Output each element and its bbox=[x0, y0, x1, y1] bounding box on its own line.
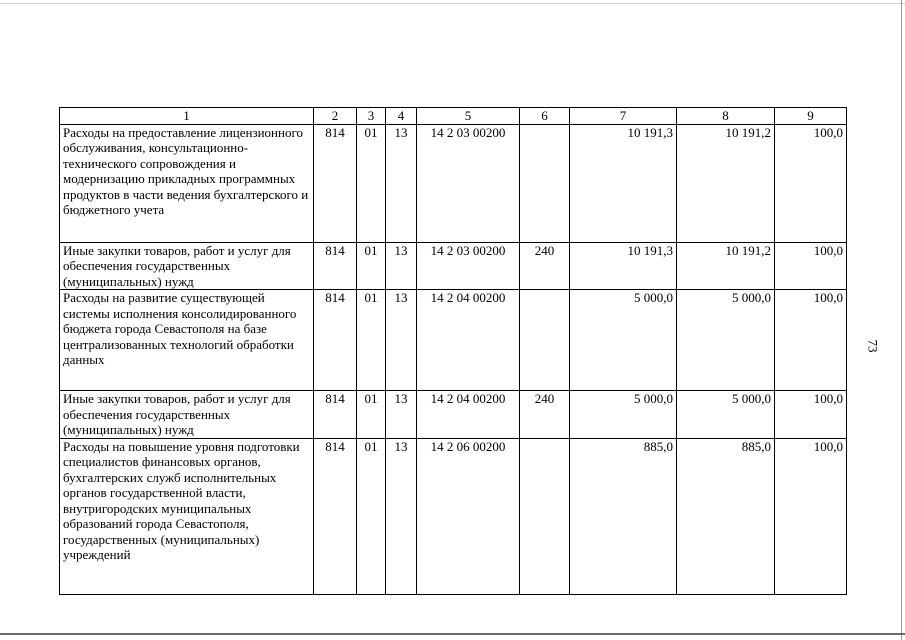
percent-cell: 100,0 bbox=[775, 290, 847, 391]
table-row bbox=[60, 290, 847, 391]
subsection-cell: 13 bbox=[386, 124, 417, 242]
percent-cell: 100,0 bbox=[775, 391, 847, 439]
scan-edge-top bbox=[0, 3, 905, 4]
table-row bbox=[60, 391, 847, 439]
budget-table bbox=[59, 107, 847, 595]
actual-amount-cell: 10 191,2 bbox=[677, 124, 775, 242]
header-cell: 5 bbox=[417, 108, 520, 125]
ministry-code-cell: 814 bbox=[314, 290, 357, 391]
percent-cell: 100,0 bbox=[775, 124, 847, 242]
ministry-code-cell: 814 bbox=[314, 242, 357, 290]
target-article-cell: 14 2 03 00200 bbox=[417, 124, 520, 242]
header-cell: 3 bbox=[357, 108, 386, 125]
header-cell: 1 bbox=[60, 108, 314, 125]
section-cell: 01 bbox=[357, 290, 386, 391]
ministry-code-cell: 814 bbox=[314, 124, 357, 242]
planned-amount-cell: 10 191,3 bbox=[570, 242, 677, 290]
planned-amount-cell: 885,0 bbox=[570, 438, 677, 594]
header-cell: 2 bbox=[314, 108, 357, 125]
expense-type-cell bbox=[520, 438, 570, 594]
expense-name-cell: Расходы на предоставление лицензионного обслуживания, консультационно-технического сопровождения и модернизацию прикладных программных продуктов в части ведения бухгалтерского и бюджетного учета bbox=[60, 124, 314, 242]
table-row bbox=[60, 124, 847, 242]
ministry-code-cell: 814 bbox=[314, 391, 357, 439]
planned-amount-cell: 10 191,3 bbox=[570, 124, 677, 242]
expense-type-cell bbox=[520, 290, 570, 391]
section-cell: 01 bbox=[357, 242, 386, 290]
expense-name-cell: Расходы на развитие существующей системы исполнения консолидированного бюджета города Севастополя на базе централизованных технологий обработки данных bbox=[60, 290, 314, 391]
expense-name-cell: Иные закупки товаров, работ и услуг для обеспечения государственных (муниципальных) нужд bbox=[60, 242, 314, 290]
planned-amount-cell: 5 000,0 bbox=[570, 290, 677, 391]
percent-cell: 100,0 bbox=[775, 438, 847, 594]
header-cell: 4 bbox=[386, 108, 417, 125]
section-cell: 01 bbox=[357, 438, 386, 594]
subsection-cell: 13 bbox=[386, 242, 417, 290]
actual-amount-cell: 5 000,0 bbox=[677, 391, 775, 439]
table-header-row bbox=[60, 108, 847, 125]
subsection-cell: 13 bbox=[386, 391, 417, 439]
scan-edge-right bbox=[901, 0, 902, 640]
target-article-cell: 14 2 06 00200 bbox=[417, 438, 520, 594]
subsection-cell: 13 bbox=[386, 290, 417, 391]
subsection-cell: 13 bbox=[386, 438, 417, 594]
expense-type-cell bbox=[520, 124, 570, 242]
percent-cell: 100,0 bbox=[775, 242, 847, 290]
header-cell: 7 bbox=[570, 108, 677, 125]
actual-amount-cell: 10 191,2 bbox=[677, 242, 775, 290]
section-cell: 01 bbox=[357, 124, 386, 242]
table-row bbox=[60, 242, 847, 290]
header-cell: 6 bbox=[520, 108, 570, 125]
page-number: 73 bbox=[865, 339, 881, 353]
header-cell: 9 bbox=[775, 108, 847, 125]
expense-name-cell: Иные закупки товаров, работ и услуг для обеспечения государственных (муниципальных) нужд bbox=[60, 391, 314, 439]
actual-amount-cell: 5 000,0 bbox=[677, 290, 775, 391]
table-row bbox=[60, 438, 847, 594]
expense-name-cell: Расходы на повышение уровня подготовки специалистов финансовых органов, бухгалтерских служб исполнительных органов государственной власти, внутригородских муниципальных образований города Севастополя, государственных (муниципальных) учреждений bbox=[60, 438, 314, 594]
header-cell: 8 bbox=[677, 108, 775, 125]
section-cell: 01 bbox=[357, 391, 386, 439]
actual-amount-cell: 885,0 bbox=[677, 438, 775, 594]
scan-edge-bottom bbox=[0, 633, 905, 635]
ministry-code-cell: 814 bbox=[314, 438, 357, 594]
expense-type-cell: 240 bbox=[520, 242, 570, 290]
target-article-cell: 14 2 04 00200 bbox=[417, 391, 520, 439]
target-article-cell: 14 2 03 00200 bbox=[417, 242, 520, 290]
expense-type-cell: 240 bbox=[520, 391, 570, 439]
target-article-cell: 14 2 04 00200 bbox=[417, 290, 520, 391]
planned-amount-cell: 5 000,0 bbox=[570, 391, 677, 439]
